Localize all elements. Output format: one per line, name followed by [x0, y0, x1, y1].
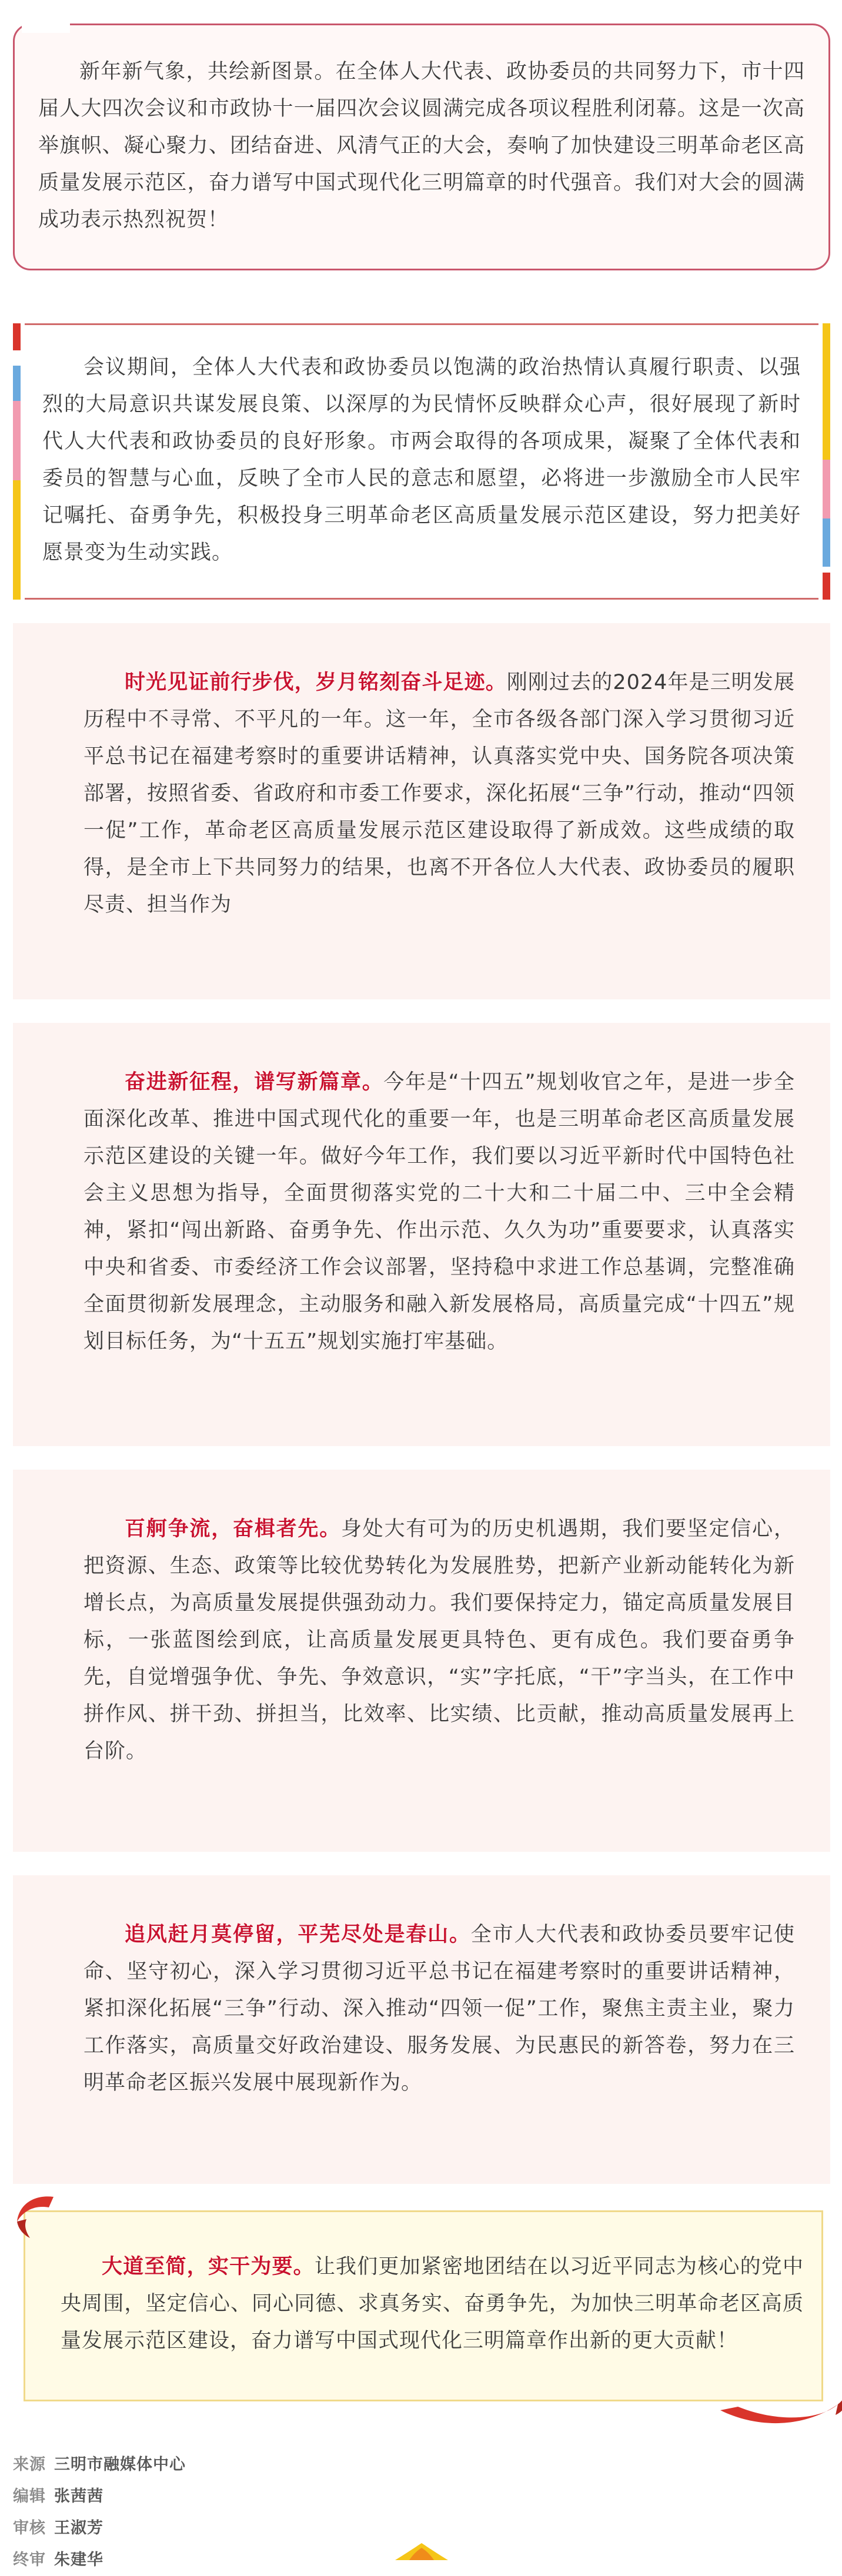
conclusion-body: 让我们更加紧密地团结在以习近平同志为核心的党中央周围，坚定信心、同心同德、求真务实、奋勇争先，为加快三明革命老区高质量发展示范区建设，奋力谱写中国式现代化三明篇章作出新的更大贡献！: [61, 2255, 804, 2353]
meeting-text: 会议期间，全体人大代表和政协委员以饱满的政治热情认真履行职责、以强烈的大局意识共谋发展良策、以深厚的为民情怀反映群众心声，很好展现了新时代人大代表和政协委员的良好形象。市两会取得的各项成果，凝聚了全体代表和委员的智慧与心血，反映了全市人民的意志和愿望，必将进一步激励全市人民牢记嘱托、奋勇争先，积极投身三明革命老区高质量发展示范区建设，努力把美好愿景变为生动实践。: [42, 356, 801, 564]
ribbon-right-icon: [720, 2387, 842, 2434]
conclusion-box: [24, 2210, 823, 2401]
right-bar-yellow: [823, 323, 830, 460]
paragraph-2: [83, 1064, 795, 1360]
credit-reviewer: 审核 王淑芳: [13, 2519, 103, 2537]
paragraph-4: [83, 1916, 795, 2102]
paragraph-1-highlight: 时光见证前行步伐，岁月铭刻奋斗足迹。: [125, 671, 507, 694]
credit-editor: 编辑 张茜茜: [13, 2487, 103, 2505]
paragraph-4-text: 全市人大代表和政协委员要牢记使命、坚守初心，深入学习贯彻习近平总书记在福建考察时的重要讲话精神，紧扣深化拓展“三争”行动、深入推动“四领一促”工作，聚焦主责主业，聚力工作落实，高质量交好政治建设、服务发展、为民惠民的新答卷，努力在三明革命老区振兴发展中展现新作为。: [83, 1923, 795, 2095]
intro-text: 新年新气象，共绘新图景。在全体人大代表、政协委员的共同努力下，市十四届人大四次会议和市政协十一届四次会议圆满完成各项议程胜利闭幕。这是一次高举旗帜、凝心聚力、团结奋进、风清气正的大会，奏响了加快建设三明革命老区高质量发展示范区，奋力谱写中国式现代化三明篇章的时代强音。我们对大会的圆满成功表示热烈祝贺！: [38, 60, 805, 232]
right-bar-red: [823, 573, 830, 600]
left-bar-pink: [13, 401, 21, 480]
conclusion-highlight: 大道至简，实干为要。: [102, 2255, 315, 2279]
bottom-flame-icon: [395, 2543, 448, 2560]
right-bar-pink: [823, 460, 830, 518]
paragraph-2-highlight: 奋进新征程，谱写新篇章。: [125, 1070, 384, 1094]
paragraph-1: [83, 664, 795, 924]
paragraph-panel-2: [13, 1023, 830, 1446]
paragraph-3: [83, 1511, 795, 1770]
credits: [13, 2449, 425, 2576]
paragraph-1-text: 刚刚过去的2024年是三明发展历程中不寻常、不平凡的一年。这一年，全市各级各部门深入学习贯彻习近平总书记在福建考察时的重要讲话精神，认真落实党中央、国务院各项决策部署，按照省委、省政府和市委工作要求，深化拓展“三争”行动，推动“四领一促”工作，革命老区高质量发展示范区建设取得了新成效。这些成绩的取得，是全市上下共同努力的结果，也离不开各位人大代表、政协委员的履职尽责、担当作为: [83, 671, 795, 916]
paragraph-2-text: 今年是“十四五”规划收官之年，是进一步全面深化改革、推进中国式现代化的重要一年，也是三明革命老区高质量发展示范区建设的关键一年。做好今年工作，我们要以习近平新时代中国特色社会主义思想为指导，全面贯彻落实党的二十大和二十届二中、三中全会精神，紧扣“闯出新路、奋勇争先、作出示范、久久为功”重要要求，认真落实中央和省委、市委经济工作会议部署，坚持稳中求进工作总基调，完整准确全面贯彻新发展理念，主动服务和融入新发展格局，高质量完成“十四五”规划目标任务，为“十五五”规划实施打牢基础。: [83, 1070, 795, 1353]
credit-final-reviewer: 终审 朱建华: [13, 2551, 103, 2569]
ribbon-left-icon: [12, 2192, 61, 2240]
left-bar-blue: [13, 366, 21, 401]
intro-box: [13, 24, 830, 270]
paragraph-3-text: 身处大有可为的历史机遇期，我们要坚定信心，把资源、生态、政策等比较优势转化为发展胜势，把新产业新动能转化为新增长点，为高质量发展提供强劲动力。我们要保持定力，锚定高质量发展目标，一张蓝图绘到底，让高质量发展更具特色、更有成色。我们要奋勇争先，自觉增强争优、争先、争效意识，“实”字托底，“干”字当头，在工作中拼作风、拼干劲、拼担当，比效率、比实绩、比贡献，推动高质量发展再上台阶。: [83, 1517, 795, 1763]
left-bar-yellow: [13, 480, 21, 600]
paragraph-panel-4: [13, 1875, 830, 2184]
paragraph-panel-1: [13, 623, 830, 999]
intro-box-notch: [22, 24, 70, 33]
right-bar-blue: [823, 518, 830, 567]
credit-source: 来源 三明市融媒体中心: [13, 2455, 186, 2474]
conclusion-text: [61, 2249, 804, 2360]
meeting-box-bottom-line: [25, 598, 818, 600]
left-bar-red: [13, 323, 21, 350]
paragraph-panel-3: [13, 1470, 830, 1852]
paragraph-3-highlight: 百舸争流，奋楫者先。: [125, 1517, 341, 1541]
paragraph-4-highlight: 追风赶月莫停留，平芜尽处是春山。: [125, 1923, 471, 1946]
meeting-box: [13, 323, 830, 600]
meeting-box-top-line: [25, 323, 818, 325]
